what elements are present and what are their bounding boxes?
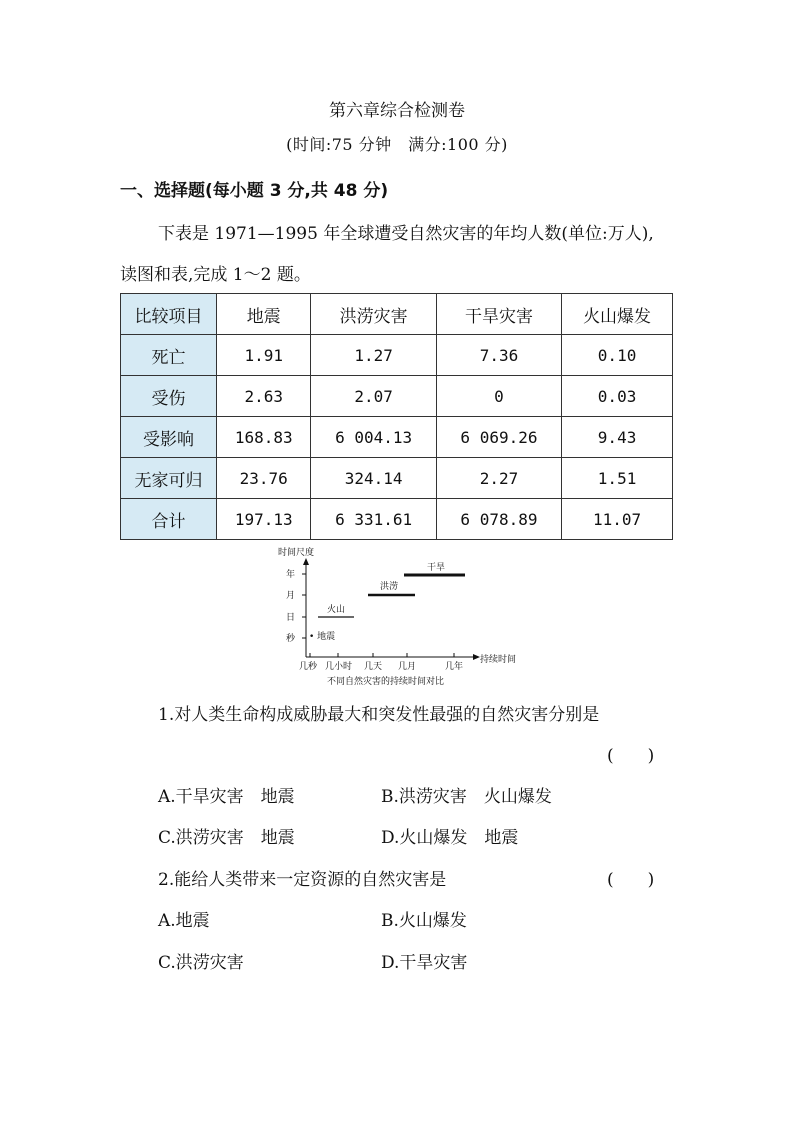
table-cell: 2.63 bbox=[217, 376, 311, 417]
table-header-cell: 比较项目 bbox=[121, 294, 217, 335]
table-cell: 6 331.61 bbox=[311, 499, 436, 540]
section-heading: 一、选择题(每小题 3 分,共 48 分) bbox=[120, 181, 389, 201]
option-2d[interactable]: D.干旱灾害 bbox=[381, 953, 468, 973]
table-row bbox=[121, 376, 673, 417]
table-cell: 23.76 bbox=[217, 458, 311, 499]
flood-label: 洪涝 bbox=[380, 582, 399, 592]
option-1a[interactable]: A.干旱灾害 地震 bbox=[158, 787, 295, 807]
row-label: 合计 bbox=[121, 499, 217, 540]
question-2-answer-blank[interactable]: ( ) bbox=[607, 870, 655, 890]
table-header-cell: 火山爆发 bbox=[562, 294, 673, 335]
table-cell: 1.91 bbox=[217, 335, 311, 376]
table-cell: 6 069.26 bbox=[436, 417, 561, 458]
table-cell: 2.07 bbox=[311, 376, 436, 417]
table-header-cell: 洪涝灾害 bbox=[311, 294, 436, 335]
table-cell: 9.43 bbox=[562, 417, 673, 458]
table-cell: 0.10 bbox=[562, 335, 673, 376]
y-tick-label: 日 bbox=[286, 613, 296, 623]
x-tick-label: 几年 bbox=[445, 662, 464, 672]
row-label: 死亡 bbox=[121, 335, 217, 376]
y-tick-label: 秒 bbox=[286, 634, 296, 644]
question-1-stem: 1.对人类生命构成威胁最大和突发性最强的自然灾害分别是 bbox=[158, 705, 600, 725]
y-tick-label: 年 bbox=[286, 570, 296, 580]
table-cell: 197.13 bbox=[217, 499, 311, 540]
table-row bbox=[121, 335, 673, 376]
option-1b[interactable]: B.洪涝灾害 火山爆发 bbox=[381, 787, 552, 807]
table-cell: 7.36 bbox=[436, 335, 561, 376]
option-2c[interactable]: C.洪涝灾害 bbox=[158, 953, 244, 973]
disaster-table bbox=[120, 293, 673, 540]
y-axis-arrow-icon bbox=[303, 558, 309, 565]
intro-line-1: 下表是 1971—1995 年全球遭受自然灾害的年均人数(单位:万人), bbox=[158, 224, 654, 244]
table-cell: 2.27 bbox=[436, 458, 561, 499]
table-header-cell: 干旱灾害 bbox=[436, 294, 561, 335]
y-tick-label: 月 bbox=[286, 591, 296, 601]
x-tick-label: 几秒 bbox=[299, 662, 318, 672]
table-cell: 6 078.89 bbox=[436, 499, 561, 540]
option-2b[interactable]: B.火山爆发 bbox=[381, 911, 467, 931]
x-axis-arrow-icon bbox=[473, 654, 480, 660]
table-header-cell: 地震 bbox=[217, 294, 311, 335]
table-cell: 1.51 bbox=[562, 458, 673, 499]
table-row bbox=[121, 458, 673, 499]
table-cell: 1.27 bbox=[311, 335, 436, 376]
x-axis-title: 持续时间 bbox=[480, 655, 517, 665]
table-cell: 0 bbox=[436, 376, 561, 417]
row-label: 受影响 bbox=[121, 417, 217, 458]
question-1-answer-blank[interactable]: ( ) bbox=[607, 746, 655, 766]
x-tick-label: 几月 bbox=[398, 662, 417, 672]
diagram-caption: 不同自然灾害的持续时间对比 bbox=[327, 677, 445, 687]
exam-info: (时间:75 分钟 满分:100 分) bbox=[286, 135, 508, 154]
earthquake-label: • 地震 bbox=[309, 632, 336, 642]
intro-line-2: 读图和表,完成 1～2 题。 bbox=[120, 265, 311, 285]
drought-label: 干旱 bbox=[427, 563, 446, 573]
table-cell: 6 004.13 bbox=[311, 417, 436, 458]
table-cell: 11.07 bbox=[562, 499, 673, 540]
page-title: 第六章综合检测卷 bbox=[329, 101, 465, 121]
volcano-label: 火山 bbox=[327, 605, 346, 615]
option-1d[interactable]: D.火山爆发 地震 bbox=[381, 828, 519, 848]
row-label: 无家可归 bbox=[121, 458, 217, 499]
duration-diagram bbox=[270, 545, 530, 690]
table-row bbox=[121, 499, 673, 540]
row-label: 受伤 bbox=[121, 376, 217, 417]
x-tick-label: 几天 bbox=[364, 662, 383, 672]
y-axis-title: 时间尺度 bbox=[278, 548, 315, 558]
table-cell: 0.03 bbox=[562, 376, 673, 417]
table-row bbox=[121, 417, 673, 458]
table-header-row bbox=[121, 294, 673, 335]
option-2a[interactable]: A.地震 bbox=[158, 911, 210, 931]
question-2-stem: 2.能给人类带来一定资源的自然灾害是 bbox=[158, 870, 447, 890]
x-tick-label: 几小时 bbox=[325, 662, 353, 672]
table-cell: 168.83 bbox=[217, 417, 311, 458]
option-1c[interactable]: C.洪涝灾害 地震 bbox=[158, 828, 295, 848]
table-cell: 324.14 bbox=[311, 458, 436, 499]
